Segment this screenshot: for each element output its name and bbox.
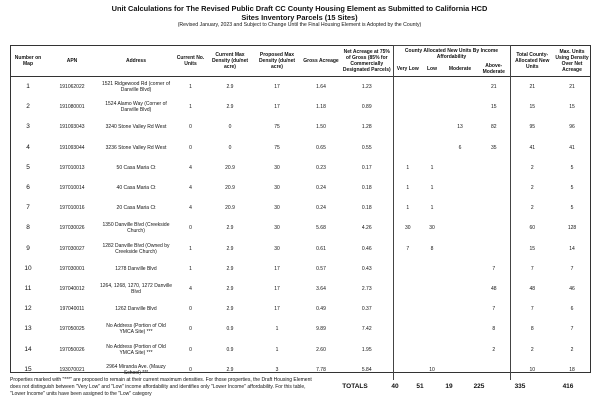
net-acreage-cell: 0.89 [361, 104, 372, 111]
total-max-units: 416 [562, 383, 574, 390]
current-units-cell: 1 [189, 265, 192, 272]
net-acreage-cell: 5.84 [361, 366, 372, 373]
proposed-density-cell: 17 [274, 306, 280, 313]
very-low-cell [393, 77, 422, 98]
current-units-cell: 0 [189, 326, 192, 333]
net-acreage-cell: 0.18 [361, 205, 372, 212]
total-very-low: 40 [391, 383, 399, 390]
header-number: Number on Map [14, 54, 42, 67]
proposed-density-cell: 1 [275, 346, 279, 353]
above-moderate-cell: 7 [478, 259, 510, 279]
current-units-cell: 0 [189, 366, 192, 373]
max-units-cell: 41 [569, 144, 575, 151]
above-moderate-cell [478, 198, 510, 218]
apn-cell: 191093044 [59, 144, 85, 151]
above-moderate-cell [478, 239, 510, 259]
table-row [10, 97, 590, 117]
proposed-density-cell: 30 [274, 245, 280, 252]
total-allocated-cell: 41 [529, 144, 536, 151]
address-cell: 1262 Danville Blvd [115, 306, 157, 313]
low-cell [422, 339, 442, 359]
above-moderate-cell: 82 [478, 117, 510, 137]
gross-acreage-cell: 0.57 [316, 265, 326, 272]
net-acreage-cell: 1.95 [361, 346, 372, 353]
apn-cell: 197010016 [59, 205, 85, 212]
table-row [10, 339, 590, 359]
gross-acreage-cell: 7.78 [316, 366, 326, 373]
low-cell [422, 319, 442, 339]
total-allocated-cell: 2 [530, 205, 534, 212]
address-cell: 50 Casa Maria Ct [116, 164, 156, 171]
page-subtitle: (Revised January, 2023 and Subject to Change Until the Final Housing Element is Adopted by the County) [177, 22, 422, 28]
net-acreage-cell: 0.55 [361, 144, 372, 151]
header-low: Low [427, 66, 437, 72]
max-units-cell: 5 [570, 164, 574, 171]
moderate-cell [442, 198, 478, 218]
net-acreage-cell: 4.26 [361, 225, 372, 232]
header-proposed-density: Proposed Max Density (du/net acre) [258, 51, 296, 70]
net-acreage-cell: 0.17 [361, 164, 372, 171]
address-cell: 1521 Ridgewood Rd (corner of Danville Blvd) [101, 81, 171, 94]
moderate-cell [442, 239, 478, 259]
above-moderate-cell [478, 158, 510, 178]
apn-cell: 191080001 [59, 104, 85, 111]
net-acreage-cell: 0.18 [361, 185, 372, 192]
current-units-cell: 4 [189, 164, 192, 171]
low-cell: 8 [430, 245, 434, 252]
address-cell: 1282 Danville Blvd (Owned by Creekside Church) [102, 242, 170, 255]
header-current-density: Current Max Density (du/net acre) [211, 51, 249, 70]
table-row [10, 299, 590, 319]
low-cell [422, 138, 442, 158]
table-row [10, 279, 590, 299]
table-row [10, 138, 590, 158]
very-low-cell: 1 [393, 178, 422, 198]
very-low-cell [393, 360, 422, 380]
total-allocated-cell: 2 [530, 185, 534, 192]
total-allocated-cell: 60 [529, 225, 536, 232]
max-units-cell: 7 [570, 265, 574, 272]
gross-acreage-cell: 0.65 [316, 144, 326, 151]
site-number: 5 [26, 163, 30, 171]
apn-cell: 197040011 [59, 306, 85, 313]
current-density-cell: 2.9 [226, 306, 234, 313]
very-low-cell [393, 97, 422, 117]
total-allocated-cell: 21 [529, 84, 536, 91]
above-moderate-cell: 8 [478, 319, 510, 339]
table-row [10, 259, 590, 279]
above-moderate-cell [478, 218, 510, 238]
address-cell: 3240 Stone Valley Rd West [105, 124, 167, 131]
proposed-density-cell: 17 [274, 285, 280, 292]
current-units-cell: 1 [189, 245, 192, 252]
apn-cell: 191093043 [59, 124, 85, 131]
moderate-cell [442, 339, 478, 359]
current-density-cell: 2.9 [226, 265, 234, 272]
apn-cell: 197050026 [59, 346, 85, 353]
gross-acreage-cell: 5.68 [316, 225, 326, 232]
total-allocated-cell: 7 [530, 306, 534, 313]
gross-acreage-cell: 1.64 [316, 84, 326, 91]
current-density-cell: 2.9 [226, 84, 234, 91]
apn-cell: 191062022 [59, 84, 85, 91]
moderate-cell [442, 299, 478, 319]
current-density-cell: 2.9 [226, 285, 234, 292]
low-cell: 1 [430, 185, 434, 192]
proposed-density-cell: 75 [274, 124, 280, 131]
very-low-cell: 7 [393, 239, 422, 259]
gross-acreage-cell: 0.23 [316, 164, 326, 171]
above-moderate-cell: 15 [478, 97, 510, 117]
current-units-cell: 0 [189, 306, 192, 313]
above-moderate-cell: 21 [478, 77, 510, 98]
max-units-cell: 128 [567, 225, 577, 232]
moderate-cell [442, 259, 478, 279]
current-density-cell: 2.9 [226, 245, 234, 252]
table-row [10, 117, 590, 137]
proposed-density-cell: 3 [275, 366, 279, 373]
above-moderate-cell: 2 [478, 339, 510, 359]
current-units-cell: 4 [189, 205, 192, 212]
table-row [10, 178, 590, 198]
net-acreage-cell: 0.37 [361, 306, 372, 313]
sites-table [10, 45, 590, 380]
gross-acreage-cell: 3.64 [316, 285, 326, 292]
max-units-cell: 15 [569, 104, 575, 111]
gross-acreage-cell: 1.18 [316, 104, 326, 111]
gross-acreage-cell: 2.60 [316, 346, 326, 353]
very-low-cell: 1 [393, 198, 422, 218]
totals-label: TOTALS [342, 383, 368, 390]
total-allocated-cell: 15 [529, 104, 536, 111]
gross-acreage-cell: 1.50 [316, 124, 326, 131]
address-cell: 40 Casa Maria Ct [116, 185, 156, 192]
very-low-cell [393, 117, 422, 137]
max-units-cell: 14 [569, 245, 575, 252]
above-moderate-cell [478, 178, 510, 198]
current-units-cell: 0 [189, 225, 192, 232]
low-cell [422, 279, 442, 299]
table-row [10, 239, 590, 259]
current-density-cell: 0.9 [226, 346, 234, 353]
very-low-cell [393, 279, 422, 299]
table-row [10, 198, 590, 218]
max-units-cell: 18 [569, 366, 575, 373]
proposed-density-cell: 30 [274, 164, 280, 171]
max-units-cell: 21 [569, 84, 575, 91]
site-number: 10 [24, 264, 32, 272]
title-block [0, 4, 599, 29]
site-number: 3 [26, 123, 30, 131]
site-number: 14 [24, 345, 32, 353]
total-low: 51 [416, 383, 424, 390]
header-income-group: County Allocated New Units By Income Affordability [393, 46, 510, 63]
low-cell [422, 117, 442, 137]
apn-cell: 197010014 [59, 185, 85, 192]
moderate-cell [442, 178, 478, 198]
header-address: Address [125, 57, 146, 64]
proposed-density-cell: 30 [274, 205, 280, 212]
page-title: Unit Calculations for The Revised Public Draft CC County Housing Element as Submitted to California HCD [111, 4, 488, 13]
proposed-density-cell: 1 [275, 326, 279, 333]
page-title-line2: Sites Inventory Parcels (15 Sites) [241, 13, 358, 22]
current-density-cell: 20.9 [225, 164, 235, 171]
address-cell: 20 Casa Maria Ct [116, 205, 156, 212]
total-allocated-cell: 95 [529, 124, 536, 131]
total-allocated-cell: 10 [529, 366, 536, 373]
header-total-allocated: Total County-Allocated New Units [515, 51, 550, 70]
address-cell: 2964 Miranda Ave. (Mauzy School) *** [106, 363, 166, 376]
current-density-cell: 0 [228, 124, 232, 131]
gross-acreage-cell: 0.24 [316, 205, 326, 212]
total-allocated-cell: 2 [530, 164, 534, 171]
header-moderate: Moderate [448, 66, 472, 72]
address-cell: No Address (Portion of Old YMCA Site) *** [106, 323, 166, 336]
net-acreage-cell: 2.73 [361, 285, 372, 292]
max-units-cell: 5 [570, 205, 574, 212]
site-number: 6 [26, 184, 30, 192]
proposed-density-cell: 30 [274, 225, 280, 232]
very-low-cell [393, 339, 422, 359]
current-density-cell: 2.9 [226, 366, 234, 373]
site-number: 13 [24, 325, 32, 333]
address-cell: 1278 Danville Blvd [115, 265, 157, 272]
address-cell: 1264, 1268, 1270, 1272 Danville Blvd [99, 282, 172, 295]
current-units-cell: 4 [189, 285, 192, 292]
very-low-cell [393, 138, 422, 158]
proposed-density-cell: 75 [274, 144, 280, 151]
low-cell [422, 97, 442, 117]
very-low-cell [393, 319, 422, 339]
header-above-moderate: Above-Moderate [478, 62, 510, 77]
site-number: 7 [26, 204, 30, 212]
total-above-moderate: 225 [473, 383, 485, 390]
table-row [10, 319, 590, 339]
low-cell [422, 259, 442, 279]
very-low-cell [393, 299, 422, 319]
above-moderate-cell [478, 360, 510, 380]
apn-cell: 197030001 [59, 265, 85, 272]
max-units-cell: 5 [570, 185, 574, 192]
proposed-density-cell: 30 [274, 185, 280, 192]
net-acreage-cell: 0.43 [361, 265, 372, 272]
header-apn: APN [66, 57, 78, 64]
current-units-cell: 0 [189, 144, 192, 151]
low-cell: 1 [430, 164, 434, 171]
gross-acreage-cell: 0.61 [316, 245, 326, 252]
header-max-units: Max. Units Using Density Over Net Acreage [555, 48, 589, 73]
site-number: 15 [24, 365, 32, 373]
address-cell: 1350 Danville Blvd (Creekside Church) [102, 222, 170, 235]
total-allocated-cell: 2 [530, 346, 534, 353]
above-moderate-cell: 7 [478, 299, 510, 319]
site-number: 2 [26, 103, 30, 111]
moderate-cell [442, 319, 478, 339]
current-units-cell: 0 [189, 346, 192, 353]
site-number: 9 [26, 244, 30, 252]
apn-cell: 197030027 [59, 245, 85, 252]
site-number: 11 [24, 284, 32, 292]
apn-cell: 197010013 [59, 164, 85, 171]
gross-acreage-cell: 0.24 [316, 185, 326, 192]
site-number: 8 [26, 224, 30, 232]
current-density-cell: 2.9 [226, 104, 234, 111]
site-number: 4 [26, 143, 30, 151]
moderate-cell: 13 [457, 124, 463, 131]
apn-cell: 197040012 [59, 285, 85, 292]
footnote: Properties marked with "***" are proposed to remain at their current maximum densities. For those properties, the Draft Housing Element does not distinguish between "Very Low" and "Low" income affordability and identifies only "Lower Income" affordability. For this table, "Lower Income" units have been assigned to the "Low" category [10, 377, 312, 397]
total-allocated-cell: 15 [529, 245, 536, 252]
header-current-units: Current No. Units [176, 54, 205, 67]
net-acreage-cell: 1.23 [361, 84, 372, 91]
header-very-low: Very Low [393, 62, 422, 77]
moderate-cell [442, 158, 478, 178]
current-units-cell: 4 [189, 185, 192, 192]
max-units-cell: 2 [570, 346, 574, 353]
current-density-cell: 2.9 [226, 225, 234, 232]
net-acreage-cell: 0.46 [361, 245, 372, 252]
low-cell [422, 299, 442, 319]
total-moderate: 19 [445, 383, 453, 390]
header-gross-acreage: Gross Acreage [303, 57, 339, 64]
max-units-cell: 7 [570, 326, 574, 333]
table-row [10, 77, 590, 98]
above-moderate-cell: 48 [478, 279, 510, 299]
low-cell: 30 [429, 225, 435, 232]
table-row [10, 218, 590, 238]
moderate-cell [442, 77, 478, 98]
total-allocated-cell: 7 [530, 265, 534, 272]
proposed-density-cell: 17 [274, 84, 280, 91]
table-row [10, 158, 590, 178]
current-density-cell: 20.9 [225, 185, 235, 192]
max-units-cell: 96 [569, 124, 575, 131]
total-allocated-cell: 48 [529, 285, 536, 292]
moderate-cell: 6 [458, 144, 462, 151]
low-cell: 1 [430, 205, 434, 212]
address-cell: No Address (Portion of Old YMCA Site) *** [106, 343, 166, 356]
net-acreage-cell: 1.28 [361, 124, 372, 131]
header-net-acreage: Net Acreage at 75% of Gross (85% for Commercially Designated Parcels) [342, 48, 391, 73]
moderate-cell [442, 360, 478, 380]
site-number: 12 [24, 305, 32, 313]
moderate-cell [442, 218, 478, 238]
net-acreage-cell: 7.42 [361, 326, 372, 333]
site-number: 1 [26, 83, 30, 91]
address-cell: 1524 Alamo Way (Corner of Danville Blvd) [105, 101, 167, 114]
low-cell [422, 77, 442, 98]
current-units-cell: 1 [189, 104, 192, 111]
apn-cell: 197050025 [59, 326, 85, 333]
max-units-cell: 6 [570, 306, 574, 313]
proposed-density-cell: 17 [274, 104, 280, 111]
gross-acreage-cell: 0.49 [316, 306, 326, 313]
very-low-cell [393, 259, 422, 279]
moderate-cell [442, 279, 478, 299]
current-units-cell: 0 [189, 124, 192, 131]
address-cell: 3236 Stone Valley Rd West [105, 144, 167, 151]
current-density-cell: 0 [228, 144, 232, 151]
above-moderate-cell: 35 [478, 138, 510, 158]
totals-row [0, 383, 599, 393]
max-units-cell: 46 [569, 285, 575, 292]
very-low-cell: 30 [393, 218, 422, 238]
proposed-density-cell: 17 [274, 265, 280, 272]
very-low-cell: 1 [393, 158, 422, 178]
apn-cell: 197030026 [59, 225, 85, 232]
low-cell: 10 [429, 366, 435, 373]
current-density-cell: 0.9 [226, 326, 234, 333]
total-allocated-cell: 8 [530, 326, 534, 333]
current-density-cell: 20.9 [225, 205, 235, 212]
apn-cell: 193070021 [59, 366, 85, 373]
current-units-cell: 1 [189, 84, 192, 91]
moderate-cell [442, 97, 478, 117]
gross-acreage-cell: 9.89 [316, 326, 326, 333]
total-allocated: 335 [514, 383, 526, 390]
